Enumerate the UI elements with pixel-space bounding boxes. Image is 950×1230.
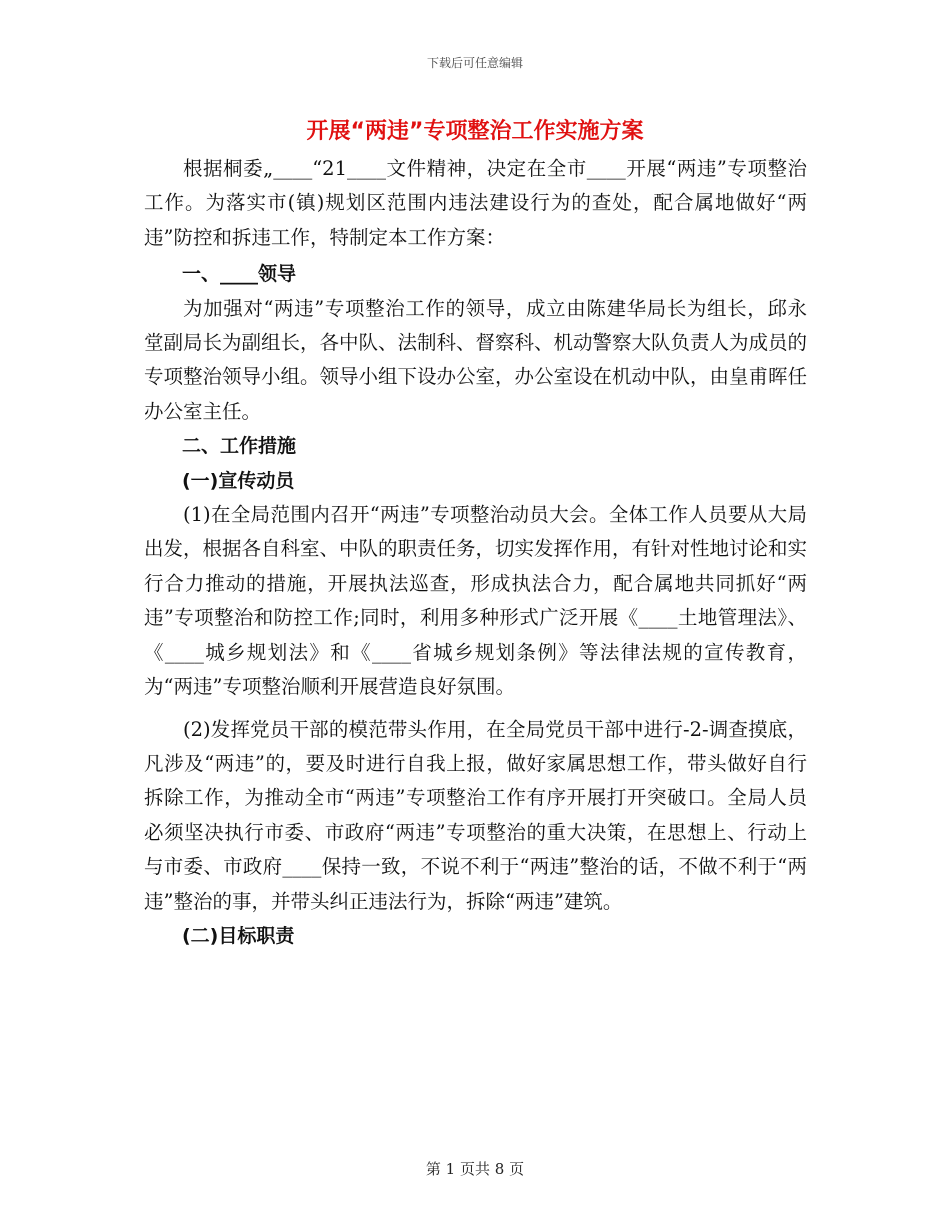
subsection-1-heading: (一)宣传动员 [182,469,295,492]
page-header: 下载后可任意编辑 [426,56,523,70]
item-1-paragraph: (1)在全局范围内召开“两违”专项整治动员大会。全体工作人员要从大局出发，根据各自科室、中队的职责任务，切实发挥作用，有针对性地讨论和实行合力推动的措施，开展执法巡查，形成执法合力，配合属地共同抓好“两违”专项整治和防控工作;同时，利用多种形式广泛开展《____土地管理法》、《____城乡规划法》和《____省城乡规划条例》等法律法规的宣传教育，为“两违”专项整治顺利开展营造良好氛围。 [144,503,808,699]
intro-paragraph: 根据桐委„____“21____文件精神，决定在全市____开展“两违”专项整治工作。为落实市(镇)规划区范围内违法建设行为的查处，配合属地做好“两违”防控和拆违工作，特制定本工作方案： [144,157,807,249]
document-body [144,152,807,953]
subsection-2-heading: (二)目标职责 [182,924,295,947]
item-2-paragraph: (2)发挥党员干部的模范带头作用，在全局党员干部中进行-2-调查摸底，凡涉及“两违”的，要及时进行自我上报，做好家属思想工作，带头做好自行拆除工作，为推动全市“两违”专项整治工作有序开展打开突破口。全局人员必须坚决执行市委、市政府“两违”专项整治的重大决策，在思想上、行动上与市委、市政府____保持一致，不说不利于“两违”整治的话，不做不利于“两违”整治的事，并带头纠正违法行为，拆除“两违”建筑。 [144,717,807,913]
section-1-heading: 一、____领导 [182,263,297,286]
section-2-heading: 二、工作措施 [182,435,297,458]
page-footer: 第 1 页共 8 页 [425,1160,525,1178]
document-title: 开展“两违”专项整治工作实施方案 [306,119,644,144]
section-1-paragraph: 为加强对“两违”专项整治工作的领导，成立由陈建华局长为组长，邱永堂副局长为副组长，各中队、法制科、督察科、机动警察大队负责人为成员的专项整治领导小组。领导小组下设办公室，办公室设在机动中队，由皇甫晖任办公室主任。 [144,296,808,423]
